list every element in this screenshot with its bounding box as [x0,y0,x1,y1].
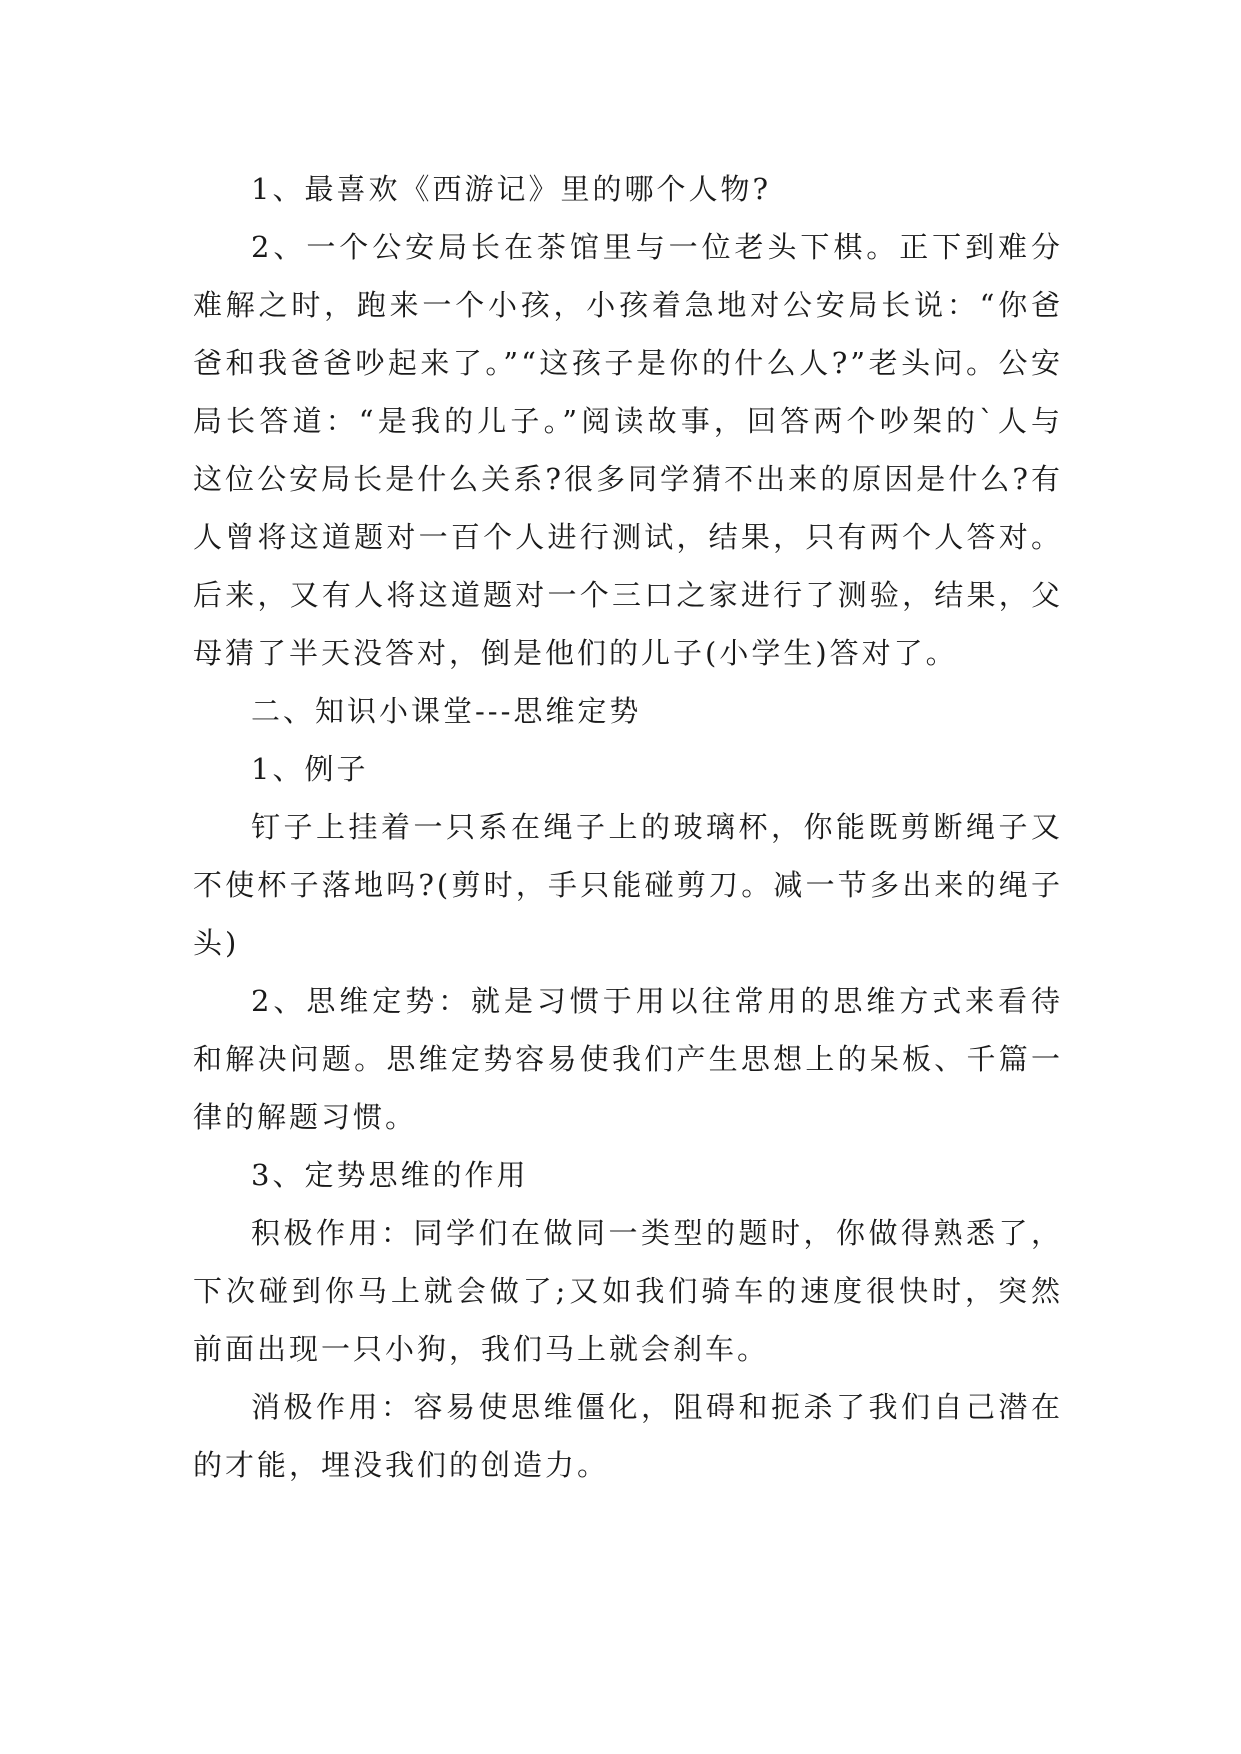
paragraph-question-1: 1、最喜欢《西游记》里的哪个人物? [251,172,771,206]
paragraph-definition: 2、思维定势：就是习惯于用以往常用的思维方式来看待和解决问题。思维定势容易使我们产生思想上的呆板、千篇一律的解题习惯。 [193,984,1063,1134]
paragraph-positive-effect: 积极作用：同学们在做同一类型的题时，你做得熟悉了，下次碰到你马上就会做了;又如我们骑车的速度很快时，突然前面出现一只小狗，我们马上就会刹车。 [193,1216,1063,1366]
document-body [193,160,1063,1494]
paragraph-negative-effect: 消极作用：容易使思维僵化，阻碍和扼杀了我们自己潜在的才能，埋没我们的创造力。 [193,1390,1063,1482]
section-heading-knowledge-class: 二、知识小课堂---思维定势 [251,694,642,728]
paragraph-question-2: 2、一个公安局长在茶馆里与一位老头下棋。正下到难分难解之时，跑来一个小孩，小孩着急地对公安局长说：“你爸爸和我爸爸吵起来了。”“这孩子是你的什么人?”老头问。公安局长答道：“是我的儿子。”阅读故事，回答两个吵架的`人与这位公安局长是什么关系?很多同学猜不出来的原因是什么?有人曾将这道题对一百个人进行测试，结果，只有两个人答对。后来，又有人将这道题对一个三口之家进行了测验，结果，父母猜了半天没答对，倒是他们的儿子(小学生)答对了。 [193,230,1063,670]
subheading-example: 1、例子 [251,752,369,786]
paragraph-example: 钉子上挂着一只系在绳子上的玻璃杯，你能既剪断绳子又不使杯子落地吗?(剪时，手只能碰剪刀。减一节多出来的绳子头) [193,810,1063,960]
subheading-effects: 3、定势思维的作用 [251,1158,529,1192]
